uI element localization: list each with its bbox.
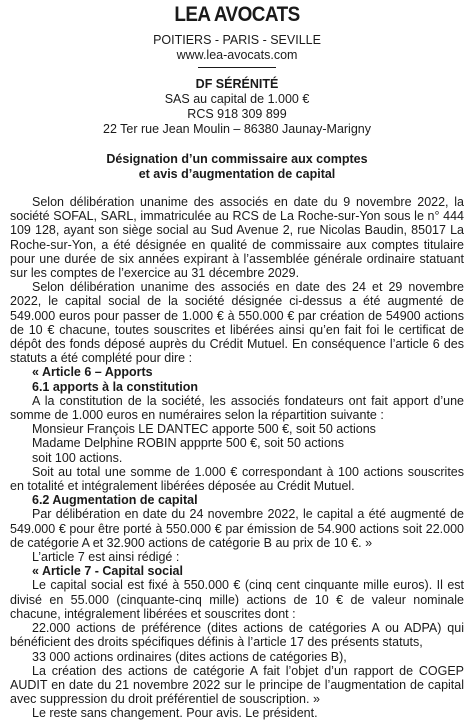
paragraph-article-7-intro: L’article 7 est ainsi rédigé : (32, 550, 180, 565)
notice-title (10, 152, 464, 182)
notice-title-line1: Désignation d’un commissaire aux comptes (106, 152, 368, 166)
notice-body (10, 195, 464, 721)
article-6-heading: « Article 6 – Apports (32, 365, 153, 380)
paragraph-capital-increase: Selon délibération unanime des associés en date des 24 et 29 novembre 2022, le capital social de la société désignée ci-dessus a été augmenté de 549.000 euros pour passer de 1.000 € à 550.000 € par création de 54900 actions de 10 € chacune, toutes souscrites et libérées ainsi qu’en fait foi le certificat de dépôt des fonds déposé auprès du Crédit Mutuel. En conséquence l’article 6 des statuts a été complété pour dire : (10, 280, 464, 366)
paragraph-share-capital: Le capital social est fixé à 550.000 € (cinq cent cinquante mille euros). Il est divisé en 55.000 (cinquante-cinq mille) actions de 10 € de valeur nominale chacune, intégralement libérées et souscrites dont : (10, 578, 464, 621)
firm-name: LEA AVOCATS (174, 3, 300, 26)
company-address: 22 Ter rue Jean Moulin – 86380 Jaunay-Marigny (103, 122, 371, 136)
contribution-total-shares: soit 100 actions. (32, 450, 123, 465)
section-6-2-heading: 6.2 Augmentation de capital (32, 493, 198, 508)
firm-cities: POITIERS - PARIS - SEVILLE (153, 33, 321, 47)
paragraph-increase-detail: Par délibération en date du 24 novembre 2022, le capital a été augmenté de 549.000 € pour être porté à 550.000 € par émission de 54.900 actions soit 22.000 de catégorie A et 32.900 actions de catégorie B au prix de 10 €. » (10, 507, 464, 550)
firm-website: www.lea-avocats.com (176, 48, 298, 62)
paragraph-auditor: Selon délibération unanime des associés en date du 9 novembre 2022, la société SOFAL, SARL, immatriculée au RCS de La Roche-sur-Yon sous le n° 444 109 128, ayant son siège social au Sud Avenue 2, rue Nicolas Baudin, 85017 La Roche-sur-Yon, a été désignée en qualité de commissaire aux comptes titulaire pour une durée de six années expirant à l’assemblée générale ordinaire statuant sur les comptes de l’exercice au 31 décembre 2029. (10, 195, 464, 281)
company-rcs: RCS 918 309 899 (187, 107, 287, 121)
company-capital: SAS au capital de 1.000 € (164, 92, 310, 106)
paragraph-category-a: La création des actions de catégorie A fait l’objet d’un rapport de COGEP AUDIT en date du 21 novembre 2022 sur le principe de l’augmentation de capital avec suppression du droit préférentiel de souscription. » (10, 663, 464, 707)
company-block (10, 77, 464, 137)
contribution-robin: Madame Delphine ROBIN appprte 500 €, soit 50 actions (32, 436, 344, 451)
paragraph-ordinary-shares: 33 000 actions ordinaires (dites actions de catégories B), (32, 649, 347, 664)
header (10, 3, 464, 68)
paragraph-closing: Le reste sans changement. Pour avis. Le président. (32, 706, 318, 721)
section-6-1-heading: 6.1 apports à la constitution (32, 379, 198, 394)
paragraph-preference-shares: 22.000 actions de préférence (dites actions de catégories A ou ADPA) qui bénéficient des droits spécifiques définis à l’article 17 des présents statuts, (10, 621, 464, 650)
paragraph-total: Soit au total une somme de 1.000 € correspondant à 100 actions souscrites en totalité et intégralement libérées déposée au Crédit Mutuel. (10, 464, 464, 494)
paragraph-constitution: A la constitution de la société, les associés fondateurs ont fait apport d’une somme de 1.000 euros en numéraires selon la répartition suivante : (10, 393, 464, 423)
notice-title-line2: et avis d’augmentation de capital (138, 167, 336, 181)
header-divider (198, 67, 276, 68)
company-name: DF SÉRÉNITÉ (195, 77, 279, 91)
contribution-le-dantec: Monsieur François LE DANTEC apporte 500 €, soit 50 actions (32, 422, 376, 437)
article-7-heading: « Article 7 - Capital social (32, 564, 183, 579)
